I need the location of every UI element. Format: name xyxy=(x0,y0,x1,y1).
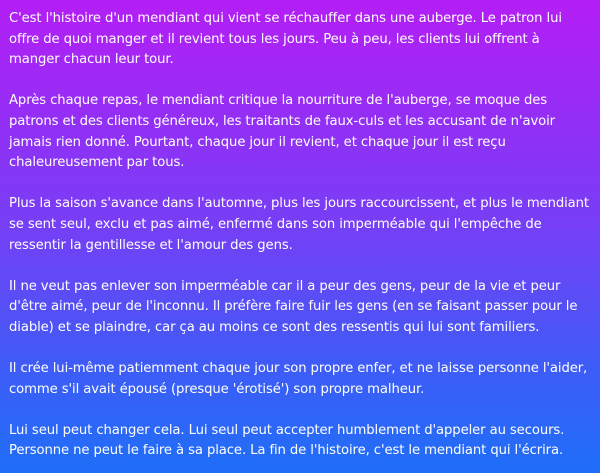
paragraph-1: C'est l'histoire d'un mendiant qui vient se réchauffer dans une auberge. Le patron lui offre de quoi manger et il revient tous les jours. Peu à peu, les clients lui offrent à manger chacun leur tour. xyxy=(9,11,562,68)
paragraph-5: Il crée lui-même patiemment chaque jour son propre enfer, et ne laisse personne l'aider, comme s'il avait épousé (presque 'érotisé') son propre malheur. xyxy=(9,361,588,397)
paragraph-4: Il ne veut pas enlever son imperméable car il a peur des gens, peur de la vie et peur d'être aimé, peur de l'inconnu. Il préfère faire fuir les gens (en se faisant passer pour le diable) et se plaindre, car ça au moins ce sont des ressentis qui lui sont familiers. xyxy=(9,278,578,335)
paragraph-6: Lui seul peut changer cela. Lui seul peut accepter humblement d'appeler au secours. Personne ne peut le faire à sa place. La fin de l'histoire, c'est le mendiant qui l'écrira. xyxy=(9,422,565,459)
paragraph-2: Après chaque repas, le mendiant critique la nourriture de l'auberge, se moque des patrons et des clients généreux, les traitants de faux-culs et les accusant de n'avoir jamais rien donné. Pourtant, chaque jour il revient, et chaque jour il est reçu chaleureusement par tous. xyxy=(9,93,556,171)
paragraph-3: Plus la saison s'avance dans l'automne, plus les jours raccourcissent, et plus le mendiant se sent seul, exclu et pas aimé, enfermé dans son imperméable qui l'empêche de ressentir la gentillesse et l'amour des gens. xyxy=(9,196,589,253)
